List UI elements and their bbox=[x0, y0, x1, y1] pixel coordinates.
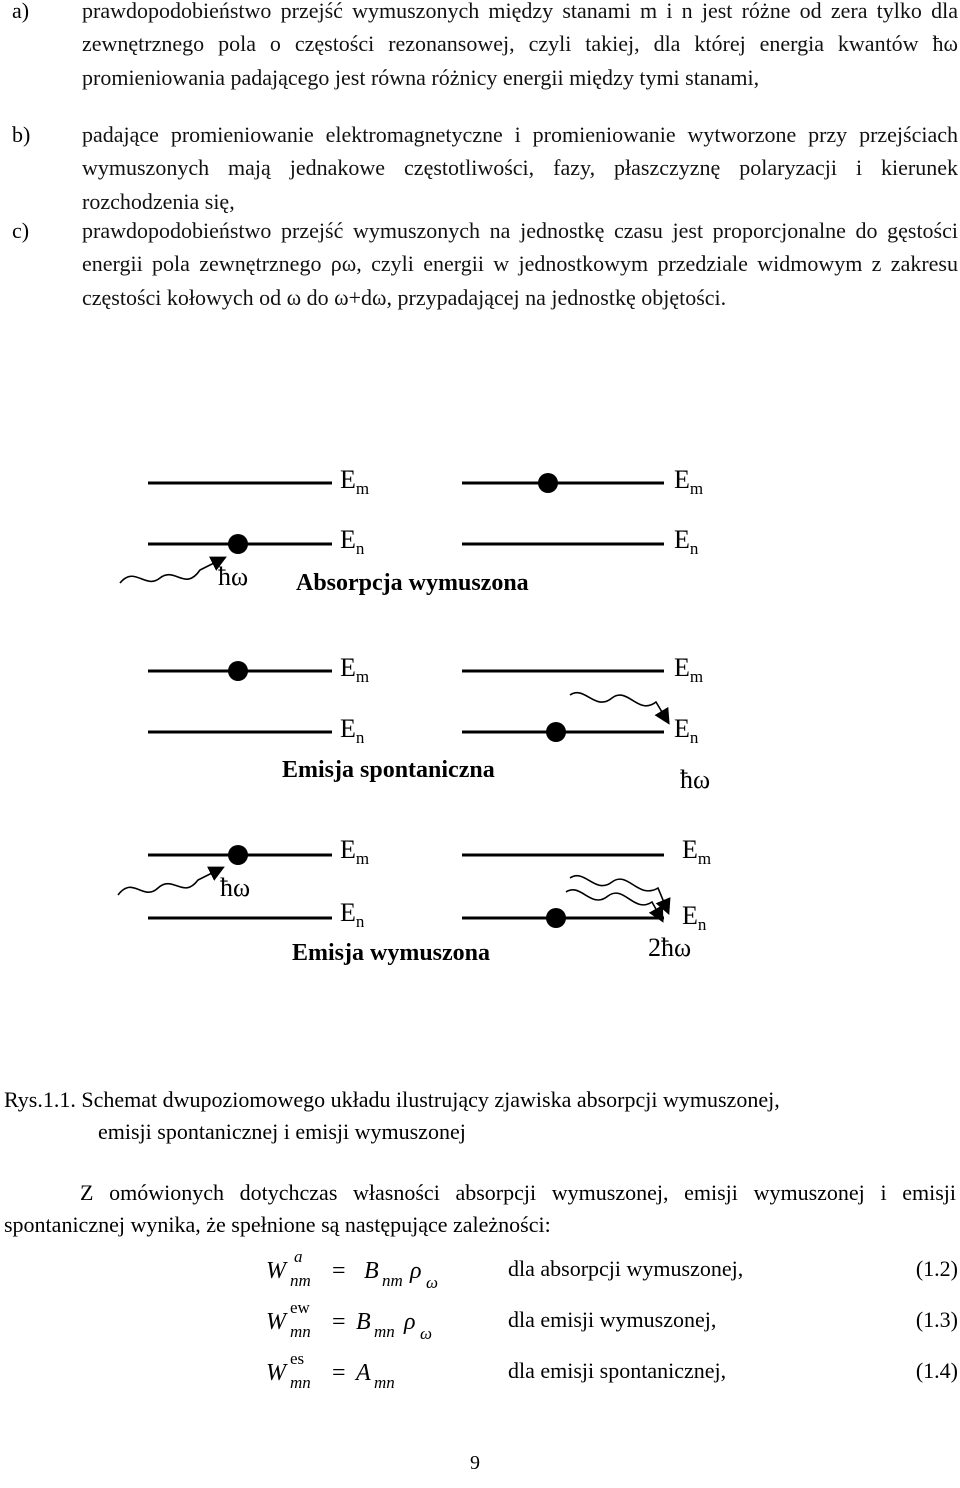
svg-text:nm: nm bbox=[290, 1271, 311, 1290]
figure-caption bbox=[4, 1084, 960, 1148]
equation-row bbox=[0, 1293, 960, 1345]
svg-text:mn: mn bbox=[290, 1322, 311, 1341]
svg-text:es: es bbox=[290, 1349, 305, 1368]
svg-text:B: B bbox=[356, 1309, 371, 1335]
svg-text:W: W bbox=[266, 1360, 286, 1386]
level-n-label: $E_n$ bbox=[340, 525, 365, 558]
photon-label: ħω bbox=[218, 562, 249, 591]
level-m-label: $E_m$ bbox=[674, 465, 704, 498]
level-m-label: $E_m$ bbox=[682, 835, 712, 868]
electron-dot bbox=[546, 722, 566, 742]
list-label: a) bbox=[12, 0, 30, 23]
electron-dot bbox=[228, 534, 248, 554]
svg-text:a: a bbox=[294, 1247, 303, 1266]
level-m-label: $E_m$ bbox=[340, 465, 370, 498]
photon-label: ħω bbox=[220, 873, 251, 902]
page-number: 9 bbox=[470, 1452, 480, 1474]
svg-text:mn: mn bbox=[374, 1373, 395, 1392]
body-paragraph: Z omówionych dotychczas własności absorpcji wymuszonej, emisji wymuszonej i emisji spontanicznej wynika, że spełnione są następujące zależności: bbox=[4, 1180, 956, 1237]
panel-title: Emisja wymuszona bbox=[292, 940, 491, 966]
svg-text:=: = bbox=[332, 1360, 346, 1386]
equation-formula bbox=[260, 1293, 500, 1345]
svg-text:=: = bbox=[332, 1258, 346, 1284]
equation-number: (1.2) bbox=[915, 1256, 958, 1281]
level-n-label: $E_n$ bbox=[674, 714, 699, 747]
list-text: prawdopodobieństwo przejść wymuszonych na jednostkę czasu jest proporcjonalne do gęstości energii pola zewnętrznego ρω, czyli energii w jednostkowym przedziale widmowym z zakresu częstości kołowych od ω do ω+dω, przypadającej na jednostkę objętości. bbox=[82, 218, 958, 310]
svg-text:W: W bbox=[266, 1258, 286, 1284]
svg-text:nm: nm bbox=[382, 1271, 403, 1290]
photon-wave-arrow bbox=[118, 868, 222, 895]
energy-level-diagram bbox=[0, 440, 960, 980]
svg-text:ew: ew bbox=[290, 1298, 310, 1317]
list-text: prawdopodobieństwo przejść wymuszonych między stanami m i n jest różne od zera tylko dla zewnętrznego pola o częstości rezonansowej, czyli takiej, dla której energia kwantów ħω promieniowania padającego jest równa różnicy energii między tymi stanami, bbox=[82, 0, 958, 90]
photon-label: ħω bbox=[680, 765, 711, 794]
electron-dot bbox=[228, 845, 248, 865]
caption-prefix: Rys.1.1. bbox=[4, 1087, 76, 1112]
svg-text:ρ: ρ bbox=[404, 1309, 416, 1335]
photon-wave-arrow bbox=[566, 890, 662, 920]
panel-spontaneous-emission bbox=[148, 653, 710, 794]
list-label: b) bbox=[12, 122, 31, 147]
equation-row bbox=[0, 1242, 960, 1294]
equation-number: (1.3) bbox=[915, 1307, 958, 1332]
electron-dot bbox=[538, 473, 558, 493]
svg-text:B: B bbox=[364, 1258, 379, 1284]
caption-line1: Schemat dwupoziomowego układu ilustrujący zjawiska absorpcji wymuszonej, bbox=[81, 1087, 780, 1112]
panel-title: Emisja spontaniczna bbox=[282, 757, 495, 783]
photon-wave-arrow bbox=[120, 558, 224, 583]
level-m-label: $E_m$ bbox=[340, 653, 370, 686]
panel-title: Absorpcja wymuszona bbox=[296, 570, 529, 596]
svg-text:mn: mn bbox=[290, 1373, 311, 1392]
level-n-label: $E_n$ bbox=[340, 714, 365, 747]
panel-stimulated-emission bbox=[118, 835, 711, 966]
equation-row bbox=[0, 1344, 960, 1396]
equation-description: dla emisji spontanicznej, bbox=[508, 1358, 727, 1383]
svg-text:A: A bbox=[356, 1360, 371, 1386]
equation-number: (1.4) bbox=[915, 1358, 958, 1383]
panel-absorption bbox=[120, 465, 703, 596]
level-m-label: $E_m$ bbox=[340, 835, 370, 868]
equation-description: dla absorpcji wymuszonej, bbox=[508, 1256, 744, 1281]
level-n-label: $E_n$ bbox=[340, 898, 365, 931]
list-text: padające promieniowanie elektromagnetyczne i promieniowanie wytworzone przy przejściach wymuszonych mają jednakowe częstotliwości, fazy, płaszczyznę polaryzacji i kierunek rozchodzenia się, bbox=[82, 122, 958, 214]
list-label: c) bbox=[12, 218, 30, 243]
svg-text:ω: ω bbox=[420, 1324, 433, 1343]
svg-text:W: W bbox=[266, 1309, 286, 1335]
level-n-label: $E_n$ bbox=[682, 901, 707, 934]
equation-formula bbox=[260, 1344, 500, 1396]
equation-description: dla emisji wymuszonej, bbox=[508, 1307, 717, 1332]
electron-dot bbox=[228, 661, 248, 681]
equation-formula bbox=[260, 1242, 500, 1294]
svg-text:ω: ω bbox=[426, 1273, 439, 1292]
level-n-label: $E_n$ bbox=[674, 525, 699, 558]
photon-label: 2ħω bbox=[648, 933, 692, 962]
caption-line2: emisji spontanicznej i emisji wymuszonej bbox=[98, 1119, 466, 1144]
level-m-label: $E_m$ bbox=[674, 653, 704, 686]
svg-text:mn: mn bbox=[374, 1322, 395, 1341]
photon-wave-arrow bbox=[570, 693, 668, 722]
svg-text:=: = bbox=[332, 1309, 346, 1335]
electron-dot bbox=[546, 908, 566, 928]
svg-text:ρ: ρ bbox=[410, 1258, 422, 1284]
